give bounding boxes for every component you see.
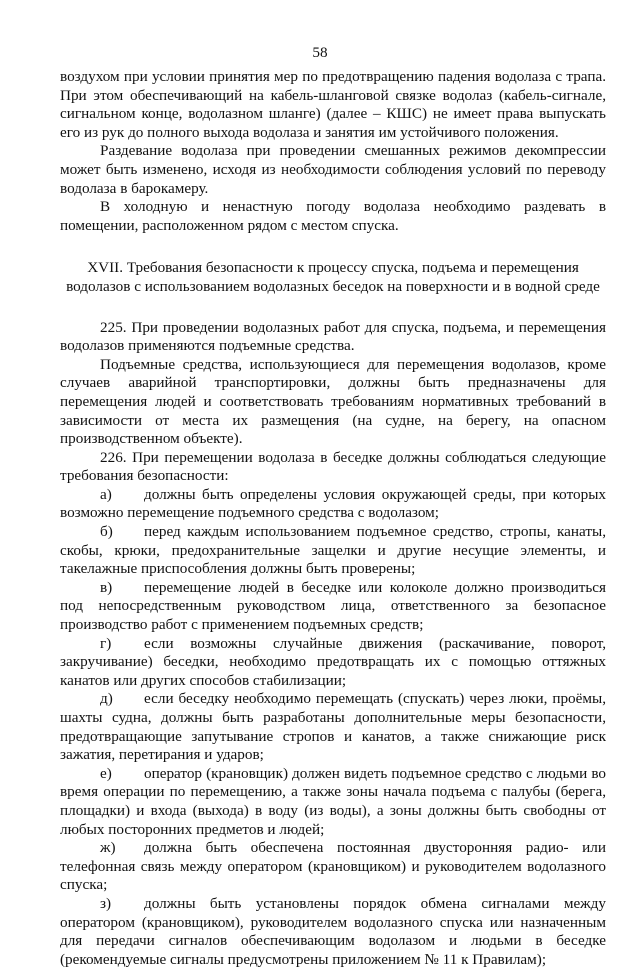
list-item xyxy=(60,839,606,895)
list-item xyxy=(60,523,606,579)
list-item-label: в) xyxy=(100,578,113,596)
document-body xyxy=(60,68,606,969)
list-item xyxy=(60,635,606,691)
paragraph-226: 226. При перемещении водолаза в беседке должны соблюдаться следующие требования безопасности: xyxy=(60,448,606,485)
list-item-text: перемещение людей в беседке или колоколе должно производиться под непосредственным руководством лица, ответственного за безопасное производство работ с применением подъемных средств; xyxy=(60,578,606,634)
list-item-text: если беседку необходимо перемещать (спускать) через люки, проёмы, шахты судна, должны быть разработаны дополнительные меры безопасности, предотвращающие запутывание стропов и канатов, а также снижающие риск зажатия, перетирания и ударов; xyxy=(60,690,606,764)
list-item-label: а) xyxy=(100,485,112,503)
paragraph-225: 225. При проведении водолазных работ для спуска, подъема, и перемещения водолазов применяются подъемные средства. xyxy=(60,318,606,355)
paragraph: Раздевание водолаза при проведении смешанных режимов декомпрессии может быть изменено, исходя из необходимости соблюдения условий по переводу водолаза в барокамеру. xyxy=(60,142,606,197)
list-item-text: если возможны случайные движения (раскачивание, поворот, закручивание) беседки, необходимо предотвращать их с помощью оттяжных канатов или других способов стабилизации; xyxy=(60,634,606,689)
requirements-list xyxy=(60,486,606,969)
list-item-text: должны быть установлены порядок обмена сигналами между оператором (крановщиком), руководителем водолазного спуска или назначенным для передачи сигналов обеспечивающим водолазом и людьми в беседке (рекомендуемые сигналы предусмотрены приложением № 11 к Правилам); xyxy=(60,894,606,968)
list-item-text: должна быть обеспечена постоянная двусторонняя радио- или телефонная связь между оператором (крановщиком) и руководителем водолазного спуска; xyxy=(60,839,606,894)
list-item-label: г) xyxy=(100,634,112,652)
list-item-label: д) xyxy=(100,690,113,708)
list-item-text: оператор (крановщик) должен видеть подъемное средство с людьми во время операции по перемещению, а также зоны начала подъема с палубы (берега, площадки) и входа (выхода) в воду (из воды), а зоны должны быть свободны от любых посторонних предметов и людей; xyxy=(60,764,606,838)
list-item-label: б) xyxy=(100,523,113,541)
paragraph: Подъемные средства, использующиеся для перемещения водолазов, кроме случаев аварийной транспортировки, должны быть предназначены для перемещения людей и соответствовать требованиям нормативных требований в зависимости от места их размещения (на судне, на берегу, на опасном производственном объекте). xyxy=(60,355,606,448)
list-item-label: е) xyxy=(100,764,112,782)
paragraph: В холодную и ненастную погоду водолаза необходимо раздевать в помещении, расположенном рядом с местом спуска. xyxy=(60,198,606,234)
page-number: 58 xyxy=(312,44,328,61)
list-item-text: должны быть определены условия окружающей среды, при которых возможно перемещение подъемного средства с водолазом; xyxy=(60,485,606,522)
list-item-label: з) xyxy=(100,894,112,912)
list-item-label: ж) xyxy=(100,839,116,857)
section-heading: XVII. Требования безопасности к процессу спуска, подъема и перемещения водолазов с использованием водолазных беседок на поверхности и в водной среде xyxy=(66,259,600,295)
list-item xyxy=(60,895,606,969)
list-item xyxy=(60,579,606,635)
list-item xyxy=(60,765,606,839)
list-item-text: перед каждым использованием подъемное средство, стропы, канаты, скобы, крюки, предохранительные защелки и другие несущие элементы, и такелажные приспособления должны быть проверены; xyxy=(60,523,606,578)
list-item xyxy=(60,486,606,523)
list-item xyxy=(60,690,606,764)
paragraph-continuation: воздухом при условии принятия мер по предотвращению падения водолаза с трапа. При этом обеспечивающий на кабель-шланговой связке водолаз (кабель-сигнале, сигнальном конце, водолазном шланге) (далее – КШС) не имеет права выпускать его из рук до полного выхода водолаза и занятия им устойчивого положения. xyxy=(60,68,606,141)
